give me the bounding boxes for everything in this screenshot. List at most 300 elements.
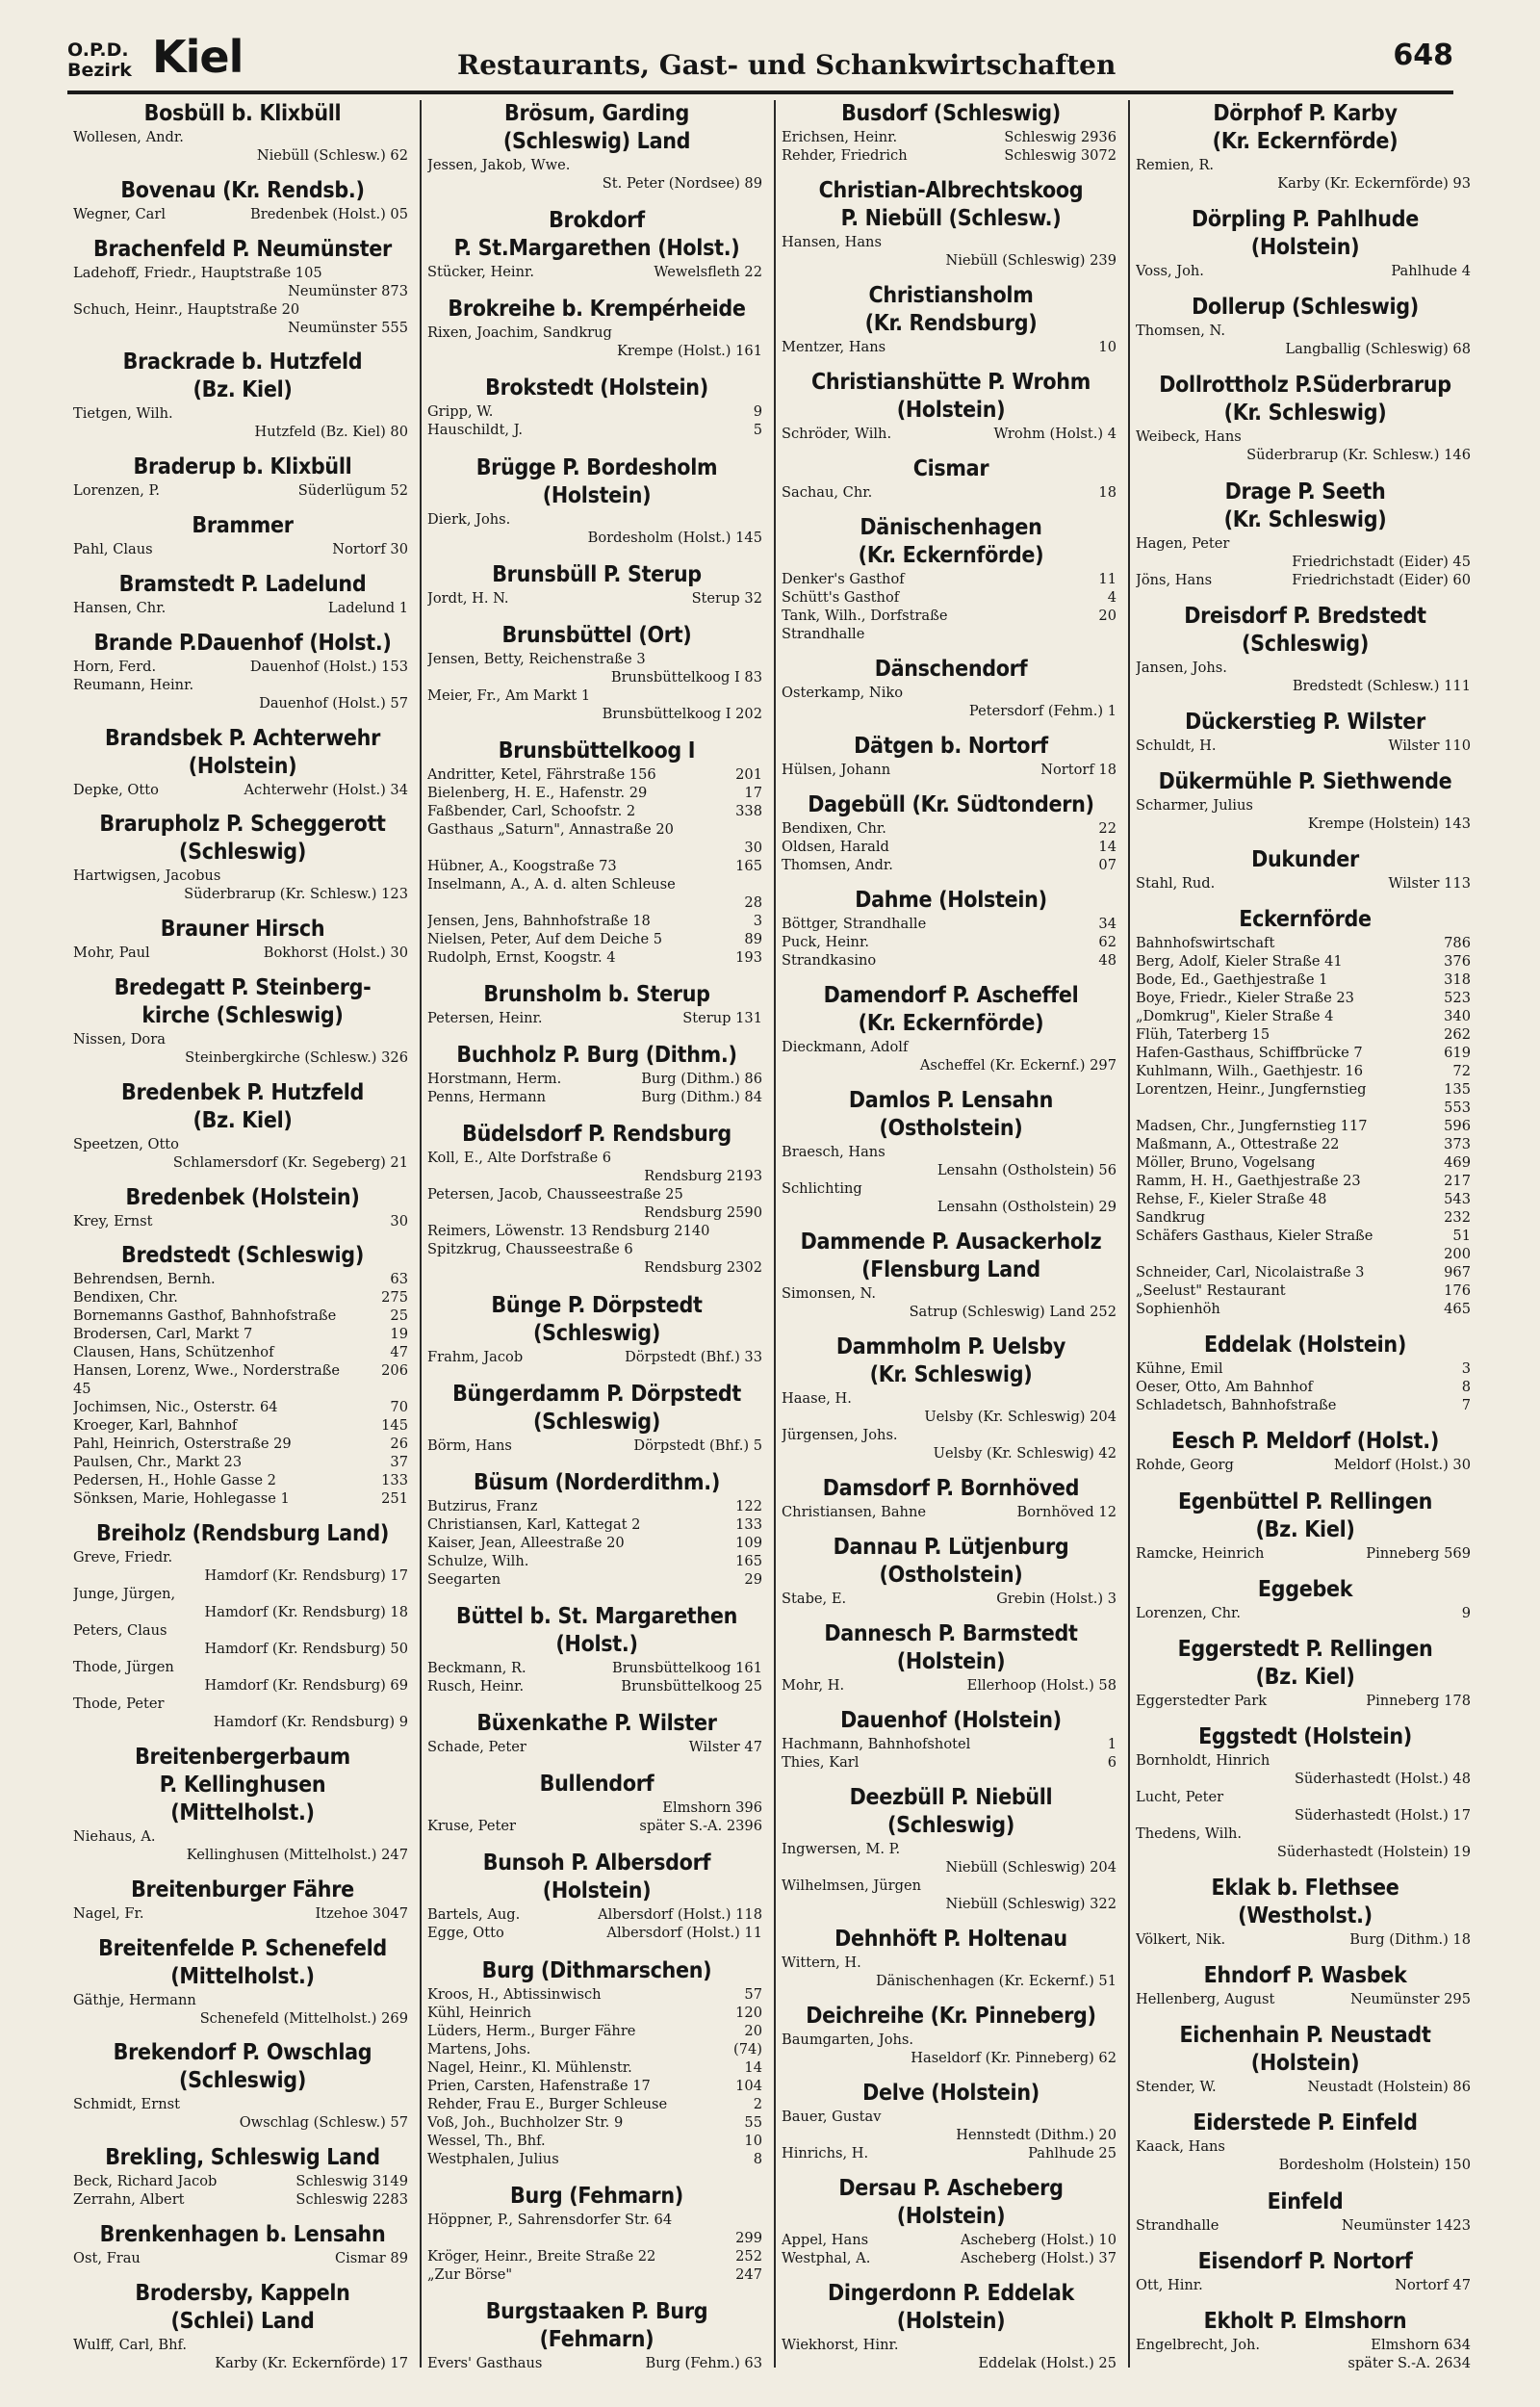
listing-entry: [782, 1753, 1120, 1772]
listing-entry: [427, 2004, 766, 2022]
listing-entry: [1136, 2216, 1475, 2235]
listing-entry: [1136, 427, 1475, 446]
listing-phone: 34: [1094, 915, 1116, 933]
place-heading-line: Brodersby, Kappeln: [135, 2280, 350, 2306]
place-section: [782, 514, 1120, 643]
listing-phone: 20: [740, 2022, 762, 2040]
listing-entry: [1136, 1806, 1475, 1825]
listing-entry: [1136, 340, 1475, 358]
place-heading: [73, 811, 412, 867]
place-heading-line: Dollerup (Schleswig): [1192, 295, 1419, 321]
place-section: [1136, 906, 1475, 1318]
place-heading: [427, 622, 766, 650]
listing-name: Nielsen, Peter, Auf dem Deiche 5: [427, 930, 663, 947]
place-heading-line: Bredegatt P. Steinberg-: [114, 974, 372, 1000]
listing-name: Sachau, Chr.: [782, 484, 873, 501]
listing-entry: [427, 1240, 766, 1258]
listing-phone: Rendsburg 2590: [640, 1204, 762, 1222]
listing-phone: Haseldorf (Kr. Pinneberg) 62: [907, 2049, 1116, 2067]
listing-phone: 299: [732, 2229, 762, 2247]
listing-phone: Hamdorf (Kr. Rendsburg) 69: [201, 1676, 408, 1695]
listing-phone: 967: [1440, 1263, 1471, 1281]
listing-entry: [782, 2049, 1120, 2067]
listing-entry: [73, 1471, 412, 1489]
place-section: [427, 981, 766, 1027]
place-heading-line: Dersau P. Ascheberg: [838, 2176, 1064, 2201]
listing-entry: [427, 1258, 766, 1277]
place-heading: [782, 1333, 1120, 1389]
listing-name: Kroos, H., Abtissinwisch: [427, 1985, 602, 2003]
listing-phone: 30: [740, 839, 762, 857]
listing-entry: [782, 856, 1120, 874]
listing-entry: [1136, 1080, 1475, 1099]
listing-entry: [427, 2095, 766, 2113]
place-section: [782, 369, 1120, 443]
listing-phone: 19: [386, 1325, 408, 1343]
listing-entry: [427, 1817, 766, 1835]
listing-entry: [782, 2108, 1120, 2126]
place-heading-line: (Kr. Schleswig): [869, 1362, 1033, 1387]
listing-entry: [427, 839, 766, 857]
listing-name: Beck, Richard Jacob: [73, 2173, 218, 2190]
listing-entry: [427, 1185, 766, 1204]
listing-name: Sönksen, Marie, Hohlegasse 1: [73, 1490, 290, 1508]
listing-phone: Wilster 110: [1384, 737, 1471, 755]
place-heading: [73, 1744, 412, 1827]
listing-phone: Niebüll (Schleswig) 239: [941, 251, 1116, 270]
listing-entry: [782, 1444, 1120, 1462]
listing-phone: 247: [732, 2265, 762, 2284]
place-heading-line: (Kr. Eckernförde): [1212, 129, 1399, 154]
listing-entry: [427, 1436, 766, 1455]
listing-phone: Hamdorf (Kr. Rendsburg) 17: [201, 1566, 408, 1585]
listing-entry: [427, 802, 766, 820]
place-heading: [427, 1850, 766, 1905]
place-heading-line: Büsum (Norderdithm.): [474, 1469, 720, 1495]
listing-name: Hachmann, Bahnhofshotel: [782, 1736, 971, 1752]
place-heading-line: Dukunder: [1251, 847, 1359, 872]
listing-entry: [782, 625, 1120, 643]
listing-phone: Schleswig 2936: [1000, 128, 1116, 146]
listing-entry: [1136, 1930, 1475, 1949]
place-heading-line: (Schleswig): [533, 1409, 660, 1435]
place-heading-line: Dänischenhagen: [860, 515, 1042, 540]
place-section: [782, 2280, 1120, 2372]
listing-entry: [1136, 1172, 1475, 1190]
listing-phone: 51: [1449, 1227, 1471, 1245]
listing-entry: [73, 1343, 412, 1361]
listing-name: Hauschildt, J.: [427, 422, 524, 439]
listing-phone: Neumünster 555: [284, 319, 408, 337]
listing-entry: [427, 324, 766, 342]
listing-entry: [1136, 1825, 1475, 1843]
listing-entry: [427, 705, 766, 723]
listing-phone: Nortorf 18: [1037, 761, 1116, 779]
place-heading-line: (Mittelholst.): [170, 1800, 315, 1825]
place-section: [782, 982, 1120, 1074]
place-heading: [782, 791, 1120, 819]
listing-entry: [427, 529, 766, 547]
listing-name: Kaack, Hans: [1136, 2138, 1225, 2156]
listing-entry: [73, 1566, 412, 1585]
place-heading-line: Bredstedt (Schleswig): [121, 1243, 364, 1269]
column-4: [1136, 100, 1475, 2372]
listing-name: Schuldt, H.: [1136, 737, 1217, 754]
place-heading: [1136, 100, 1475, 156]
listing-phone: Ascheffel (Kr. Eckernf.) 297: [916, 1056, 1116, 1074]
place-heading: [427, 981, 766, 1009]
listing-name: Schade, Peter: [427, 1739, 526, 1756]
listing-name: Sandkrug: [1136, 1209, 1205, 1227]
place-heading: [73, 453, 412, 481]
listing-name: [427, 839, 762, 857]
listing-entry: [782, 1161, 1120, 1179]
listing-phone: 26: [386, 1435, 408, 1453]
listing-entry: [427, 2247, 766, 2265]
listing-entry: [782, 1876, 1120, 1895]
place-section: [427, 1292, 766, 1366]
listing-name: Reumann, Heinr.: [73, 676, 194, 693]
place-heading: [73, 1242, 412, 1270]
listing-phone: 275: [377, 1288, 408, 1307]
listing-entry: [782, 2031, 1120, 2049]
listing-name: Schneider, Carl, Nicolaistraße 3: [1136, 1264, 1365, 1281]
listing-phone: Elmshorn 396: [658, 1799, 762, 1817]
listing-entry: [782, 1303, 1120, 1321]
listing-phone: 28: [740, 893, 762, 912]
place-section: [782, 1087, 1120, 1216]
place-section: [73, 2221, 412, 2267]
listing-entry: [1136, 534, 1475, 553]
place-heading-line: Eiderstede P. Einfeld: [1193, 2110, 1418, 2136]
listing-name: Möller, Bruno, Vogelsang: [1136, 1154, 1316, 1172]
place-section: [782, 1475, 1120, 1521]
listing-entry: [782, 251, 1120, 270]
listing-phone: Friedrichstadt (Eider) 60: [1288, 571, 1471, 589]
listing-entry: [427, 2150, 766, 2168]
listing-entry: [427, 1659, 766, 1677]
place-heading-line: Breiholz (Rendsburg Land): [95, 1521, 390, 1547]
listing-name: Brodersen, Carl, Markt 7: [73, 1326, 253, 1343]
listing-phone: Dörpstedt (Bhf.) 5: [629, 1436, 762, 1455]
place-heading-line: Bramstedt P. Ladelund: [118, 571, 367, 597]
listing-name: [427, 893, 762, 912]
listing-entry: [1136, 1281, 1475, 1300]
place-section: [1136, 2109, 1475, 2174]
place-heading: [782, 1229, 1120, 1284]
place-section: [1136, 1723, 1475, 1861]
listing-phone: Lensahn (Ostholstein) 29: [934, 1198, 1116, 1216]
listing-phone: Hamdorf (Kr. Rendsburg) 50: [201, 1640, 408, 1658]
place-section: [73, 916, 412, 962]
place-heading-line: Eesch P. Meldorf (Holst.): [1171, 1429, 1439, 1455]
listing-phone: Niebüll (Schlesw.) 62: [253, 146, 408, 165]
place-heading-line: Cismar: [912, 456, 989, 481]
place-section: [427, 375, 766, 439]
place-heading-line: Brügge P. Bordesholm: [475, 454, 718, 480]
listing-entry: [1136, 1788, 1475, 1806]
listing-name: Berg, Adolf, Kieler Straße 41: [1136, 953, 1343, 971]
listing-phone: Schleswig 3072: [1000, 146, 1116, 165]
place-section: [782, 1534, 1120, 1608]
listing-phone: 469: [1440, 1153, 1471, 1172]
place-heading-line: Eggebek: [1257, 1576, 1353, 1602]
place-heading-line: (Ostholstein): [879, 1116, 1023, 1141]
place-heading-line: Dörphof P. Karby: [1213, 101, 1398, 126]
place-heading: [73, 2221, 412, 2249]
listing-entry: [782, 2231, 1120, 2249]
place-heading-line: Brokdorf: [549, 208, 645, 234]
place-heading-line: Büttel b. St. Margarethen: [455, 1603, 738, 1629]
listing-name: Seegarten: [427, 1570, 501, 1588]
listing-entry: [427, 784, 766, 802]
listing-phone: 133: [377, 1471, 408, 1489]
place-heading-line: Eggstedt (Holstein): [1198, 1723, 1412, 1749]
listing-phone: Dörpstedt (Bhf.) 33: [621, 1348, 762, 1366]
listing-name: Rusch, Heinr.: [427, 1677, 525, 1695]
listing-entry: [1136, 2336, 1475, 2354]
listing-name: „Seelust" Restaurant: [1136, 1282, 1286, 1300]
listing-entry: [782, 761, 1120, 779]
place-heading: [1136, 2022, 1475, 2078]
listing-phone: Satrup (Schleswig) Land 252: [906, 1303, 1116, 1321]
listing-phone: 120: [732, 2004, 762, 2022]
listing-name: 45: [73, 1381, 91, 1398]
listing-entry: [73, 205, 412, 223]
place-heading-line: Dauenhof (Holstein): [840, 1708, 1062, 1733]
place-heading-line: Brokstedt (Holstein): [485, 375, 708, 401]
place-section: [73, 1520, 412, 1731]
listing-entry: [73, 1489, 412, 1508]
listing-entry: [1136, 1378, 1475, 1396]
place-heading-line: Dänschendorf: [874, 657, 1028, 682]
listing-name: Voss, Joh.: [1136, 263, 1204, 280]
listing-phone: Burg (Dithm.) 86: [637, 1070, 762, 1088]
listing-name: [1136, 1245, 1471, 1263]
listing-phone: Langballig (Schleswig) 68: [1281, 340, 1471, 358]
place-heading: [427, 2298, 766, 2354]
place-section: [427, 207, 766, 281]
listing-entry: [73, 2354, 412, 2372]
listing-entry: [427, 2265, 766, 2284]
place-section: [427, 100, 766, 193]
place-section: [73, 571, 412, 617]
place-heading: [782, 514, 1120, 570]
place-section: [73, 1242, 412, 1508]
place-heading-line: Breitenbergerbaum: [135, 1745, 350, 1770]
place-heading: [782, 455, 1120, 483]
listing-phone: Bordesholm (Holstein) 150: [1275, 2156, 1471, 2174]
place-section: [1136, 709, 1475, 755]
listing-name: Lorenzen, P.: [73, 482, 160, 500]
listing-name: Wessel, Th., Bhf.: [427, 2132, 546, 2149]
listing-phone: 206: [377, 1361, 408, 1380]
listing-entry: [427, 2040, 766, 2058]
listing-entry: [782, 1972, 1120, 1990]
listing-entry: [782, 1056, 1120, 1074]
listing-entry: [782, 2336, 1120, 2354]
place-heading: [73, 1935, 412, 1991]
listing-name: Mohr, H.: [782, 1677, 845, 1694]
listing-name: Speetzen, Otto: [73, 1135, 179, 1152]
listing-name: Gäthje, Hermann: [73, 1991, 196, 2008]
listing-phone: Ascheberg (Holst.) 10: [957, 2231, 1116, 2249]
place-heading: [427, 207, 766, 263]
listing-name: Meier, Fr., Am Markt 1: [427, 686, 591, 704]
place-section: [782, 1333, 1120, 1462]
listing-entry: [73, 1846, 412, 1864]
listing-phone: Hutzfeld (Bz. Kiel) 80: [250, 423, 408, 441]
listing-phone: Hamdorf (Kr. Rendsburg) 9: [210, 1713, 408, 1731]
place-heading-line: (Schleswig) Land: [502, 129, 691, 154]
listing-phone: Bredenbek (Holst.) 05: [246, 205, 408, 223]
listing-phone: Cismar 89: [331, 2249, 408, 2267]
place-heading-line: (Ostholstein): [879, 1563, 1023, 1588]
listing-phone: 14: [740, 2058, 762, 2077]
listing-entry: [1136, 1007, 1475, 1025]
listing-name: Denker's Gasthof: [782, 571, 905, 587]
place-heading-line: Bünge P. Dörpstedt: [491, 1292, 703, 1318]
place-heading-line: Dollrottholz P.Süderbrarup: [1159, 373, 1451, 399]
listing-entry: [782, 2126, 1120, 2144]
listing-name: Hülsen, Johann: [782, 762, 891, 778]
listing-name: Appel, Hans: [782, 2232, 869, 2248]
place-heading: [782, 1707, 1120, 1735]
listing-entry: [1136, 1770, 1475, 1788]
listing-entry: [1136, 1300, 1475, 1318]
listing-phone: 553: [1440, 1099, 1471, 1117]
listing-phone: Hamdorf (Kr. Rendsburg) 18: [201, 1603, 408, 1621]
listing-phone: 338: [732, 802, 762, 820]
place-heading-line: (Fehmarn): [539, 2326, 654, 2352]
place-section: [427, 1121, 766, 1277]
place-heading-line: Brarupholz P. Scheggerott: [99, 812, 386, 838]
place-heading: [73, 974, 412, 1030]
listing-entry: [73, 540, 412, 558]
listing-name: Mohr, Paul: [73, 945, 150, 962]
place-heading-line: Breitenburger Fähre: [131, 1876, 354, 1902]
header-rule: [67, 91, 1453, 94]
listing-phone: 109: [732, 1534, 762, 1552]
listing-name: Böttger, Strandhalle: [782, 916, 927, 932]
listing-phone: Albersdorf (Holst.) 118: [594, 1905, 762, 1924]
bezirk-text: Bezirk: [67, 60, 132, 81]
listing-entry: [427, 668, 766, 686]
place-heading-line: (Holstein): [542, 1878, 652, 1904]
place-heading: [1136, 846, 1475, 874]
place-section: [73, 512, 412, 558]
listing-name: „Domkrug", Kieler Straße 4: [1136, 1008, 1334, 1025]
listing-phone: 176: [1440, 1281, 1471, 1300]
listing-entry: [427, 875, 766, 893]
listing-phone: später S.-A. 2396: [635, 1817, 762, 1835]
listing-entry: [427, 2132, 766, 2150]
place-heading: [1136, 2248, 1475, 2276]
listing-name: Scharmer, Julius: [1136, 796, 1253, 814]
place-heading: [1136, 2188, 1475, 2216]
listing-name: Simonsen, N.: [782, 1285, 876, 1302]
listing-phone: 232: [1440, 1208, 1471, 1227]
listing-name: Hübner, A., Koogstraße 73: [427, 857, 617, 874]
listing-phone: Wilster 47: [685, 1738, 762, 1756]
place-heading: [782, 1620, 1120, 1676]
place-heading: [782, 100, 1120, 128]
listing-entry: [73, 885, 412, 903]
listing-entry: [73, 1153, 412, 1172]
place-section: [782, 282, 1120, 356]
place-section: [427, 1042, 766, 1106]
place-section: [73, 2280, 412, 2372]
place-section: [427, 2183, 766, 2284]
listing-name: Junge, Jürgen,: [73, 1586, 176, 1603]
listing-name: Rehder, Frau E., Burger Schleuse: [427, 2095, 668, 2112]
place-heading-line: P. St.Margarethen (Holst.): [453, 236, 740, 262]
place-section: [782, 733, 1120, 779]
listing-name: Sophienhöh: [1136, 1301, 1220, 1318]
listing-entry: [1136, 2137, 1475, 2156]
listing-name: Hansen, Hans: [782, 234, 882, 250]
place-heading-line: Dingerdonn P. Eddelak: [827, 2281, 1075, 2306]
place-heading-line: Christiansholm: [868, 283, 1034, 308]
place-heading-line: Brokreihe b. Krempérheide: [448, 297, 746, 323]
place-heading-line: Bullendorf: [539, 1772, 654, 1798]
listing-phone: Bornhöved 12: [1013, 1503, 1116, 1521]
place-heading-line: (Holstein): [542, 482, 652, 508]
listing-phone: 48: [1094, 951, 1116, 970]
listing-entry: [782, 588, 1120, 607]
place-heading-line: (Holstein): [896, 2309, 1006, 2334]
listing-entry: [427, 1924, 766, 1942]
place-heading-line: Bredenbek P. Hutzfeld: [120, 1079, 365, 1105]
place-section: [1136, 294, 1475, 358]
listing-name: Pahl, Heinrich, Osterstraße 29: [73, 1436, 292, 1453]
column-divider: [420, 100, 422, 2368]
place-heading-line: Dammholm P. Uelsby: [835, 1334, 1066, 1359]
listing-entry: [427, 263, 766, 281]
listing-name: Jöns, Hans: [1136, 571, 1213, 588]
place-section: [1136, 1332, 1475, 1414]
listing-name: Eggerstedter Park: [1136, 1692, 1268, 1709]
place-section: [427, 2298, 766, 2372]
listing-phone: 89: [740, 930, 762, 948]
place-heading-line: (Kr. Schleswig): [1223, 401, 1387, 427]
listing-entry: [782, 838, 1120, 856]
listing-phone: Achterwehr (Holst.) 34: [240, 781, 408, 799]
listing-entry: [73, 1270, 412, 1288]
listing-entry: [782, 1408, 1120, 1426]
listing-phone: Süderhastedt (Holstein) 19: [1273, 1843, 1471, 1861]
listing-entry: [73, 146, 412, 165]
place-heading-line: Dannau P. Lütjenburg: [833, 1535, 1069, 1560]
place-heading: [782, 1087, 1120, 1143]
listing-name: Strandhalle: [782, 626, 865, 642]
place-heading: [73, 1079, 412, 1135]
listing-entry: [782, 1858, 1120, 1876]
listing-entry: [1136, 553, 1475, 571]
listing-name: Haase, H.: [782, 1390, 852, 1407]
place-heading-line: (Schleswig): [887, 1813, 1014, 1838]
listing-entry: [427, 2229, 766, 2247]
listing-name: Stabe, E.: [782, 1591, 847, 1607]
listing-name: Niehaus, A.: [73, 1828, 156, 1845]
listing-name: Madsen, Chr., Jungfernstieg 117: [1136, 1118, 1368, 1135]
place-heading-line: (Kr. Schleswig): [1223, 506, 1387, 532]
listing-phone: Itzehoe 3047: [311, 1904, 408, 1923]
listing-entry: [73, 319, 412, 337]
listing-name: Schladetsch, Bahnhofstraße: [1136, 1397, 1337, 1414]
listing-phone: Ladelund 1: [324, 599, 408, 617]
listing-name: Flüh, Taterberg 15: [1136, 1026, 1270, 1044]
